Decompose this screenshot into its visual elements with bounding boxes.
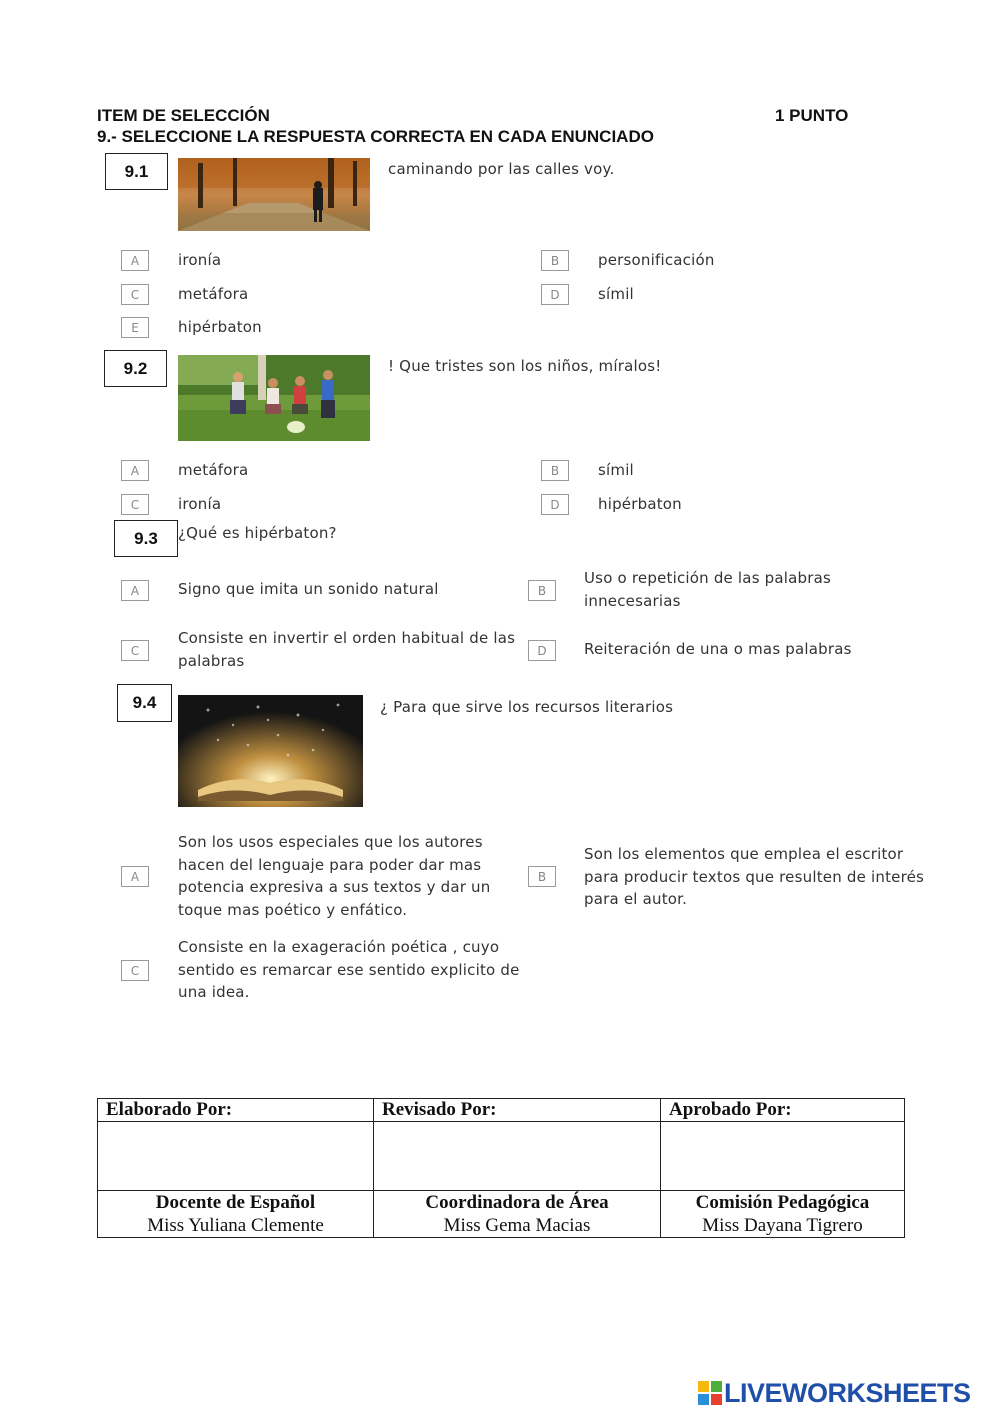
option-b-box[interactable]: B xyxy=(541,460,569,481)
question-number-9-4: 9.4 xyxy=(117,684,172,722)
signature-space-revisado xyxy=(374,1122,661,1191)
points-label: 1 PUNTO xyxy=(775,106,849,125)
option-c-text: metáfora xyxy=(178,285,249,303)
park-walk-image xyxy=(178,158,370,231)
option-d-box[interactable]: D xyxy=(541,284,569,305)
option-a-text: metáfora xyxy=(178,461,249,479)
instruction: 9.- SELECCIONE LA RESPUESTA CORRECTA EN CADA ENUNCIADO xyxy=(97,127,654,146)
signer-name: Miss Gema Macias xyxy=(443,1215,591,1236)
question-number-9-2: 9.2 xyxy=(104,350,167,387)
liveworksheets-logo[interactable] xyxy=(698,1377,971,1409)
question-number-9-3: 9.3 xyxy=(114,520,178,557)
option-a-text: Signo que imita un sonido natural xyxy=(178,580,439,598)
question-prompt: ¿ Para que sirve los recursos literarios xyxy=(380,698,674,716)
option-c-box[interactable]: C xyxy=(121,494,149,515)
signer-role: Docente de Español xyxy=(155,1192,316,1213)
option-d-box[interactable]: D xyxy=(528,640,556,661)
signer-name: Miss Yuliana Clemente xyxy=(147,1215,324,1236)
header-aprobado: Aprobado Por: xyxy=(661,1099,905,1122)
signer-name: Miss Dayana Tigrero xyxy=(702,1215,863,1236)
header-elaborado: Elaborado Por: xyxy=(98,1099,374,1122)
question-prompt: ¿Qué es hipérbaton? xyxy=(178,524,337,542)
option-d-text: hipérbaton xyxy=(598,495,682,513)
option-c-box[interactable]: C xyxy=(121,640,149,661)
option-a-box[interactable]: A xyxy=(121,250,149,271)
option-b-box[interactable]: B xyxy=(528,866,556,887)
option-e-box[interactable]: E xyxy=(121,317,149,338)
question-prompt: caminando por las calles voy. xyxy=(388,160,615,178)
option-a-text: Son los usos especiales que los autores hacen del lenguaje para poder dar mas potencia expresiva a sus textos y dar un toque mas poético y enfático. xyxy=(178,833,491,919)
option-a-box[interactable]: A xyxy=(121,866,149,887)
open-book-image xyxy=(178,695,363,807)
option-d-box[interactable]: D xyxy=(541,494,569,515)
signature-space-aprobado xyxy=(661,1122,905,1191)
question-prompt: ! Que tristes son los niños, míralos! xyxy=(388,357,662,375)
signer-aprobado xyxy=(661,1191,905,1238)
option-b-text: Son los elementos que emplea el escritor para producir textos que resulten de interés para el autor. xyxy=(584,845,925,908)
sad-children-image xyxy=(178,355,370,441)
option-b-box[interactable]: B xyxy=(528,580,556,601)
signer-role: Comisión Pedagógica xyxy=(695,1192,870,1213)
section-title: ITEM DE SELECCIÓN xyxy=(97,106,270,125)
logo-text: LIVEWORKSHEETS xyxy=(724,1377,971,1408)
header-revisado: Revisado Por: xyxy=(374,1099,661,1122)
option-b-box[interactable]: B xyxy=(541,250,569,271)
signer-role: Coordinadora de Área xyxy=(425,1192,609,1213)
option-c-text: Consiste en invertir el orden habitual de las palabras xyxy=(178,629,516,670)
option-c-text: ironía xyxy=(178,495,222,513)
option-e-text: hipérbaton xyxy=(178,318,262,336)
option-b-text: personificación xyxy=(598,251,715,269)
option-c-box[interactable]: C xyxy=(121,960,149,981)
option-a-text: ironía xyxy=(178,251,222,269)
option-c-box[interactable]: C xyxy=(121,284,149,305)
option-d-text: Reiteración de una o mas palabras xyxy=(584,640,852,658)
question-number-9-1: 9.1 xyxy=(105,153,168,190)
signature-table xyxy=(97,1098,905,1238)
signer-elaborado xyxy=(98,1191,374,1238)
option-b-text: símil xyxy=(598,461,634,479)
option-d-text: símil xyxy=(598,285,634,303)
signer-revisado xyxy=(374,1191,661,1238)
option-b-text: Uso o repetición de las palabras innecesarias xyxy=(584,569,832,610)
option-a-box[interactable]: A xyxy=(121,580,149,601)
signature-space-elaborado xyxy=(98,1122,374,1191)
option-a-box[interactable]: A xyxy=(121,460,149,481)
liveworksheets-logo-icon xyxy=(698,1381,722,1405)
option-c-text: Consiste en la exageración poética , cuyo sentido es remarcar ese sentido explicito de una idea. xyxy=(178,938,520,1001)
